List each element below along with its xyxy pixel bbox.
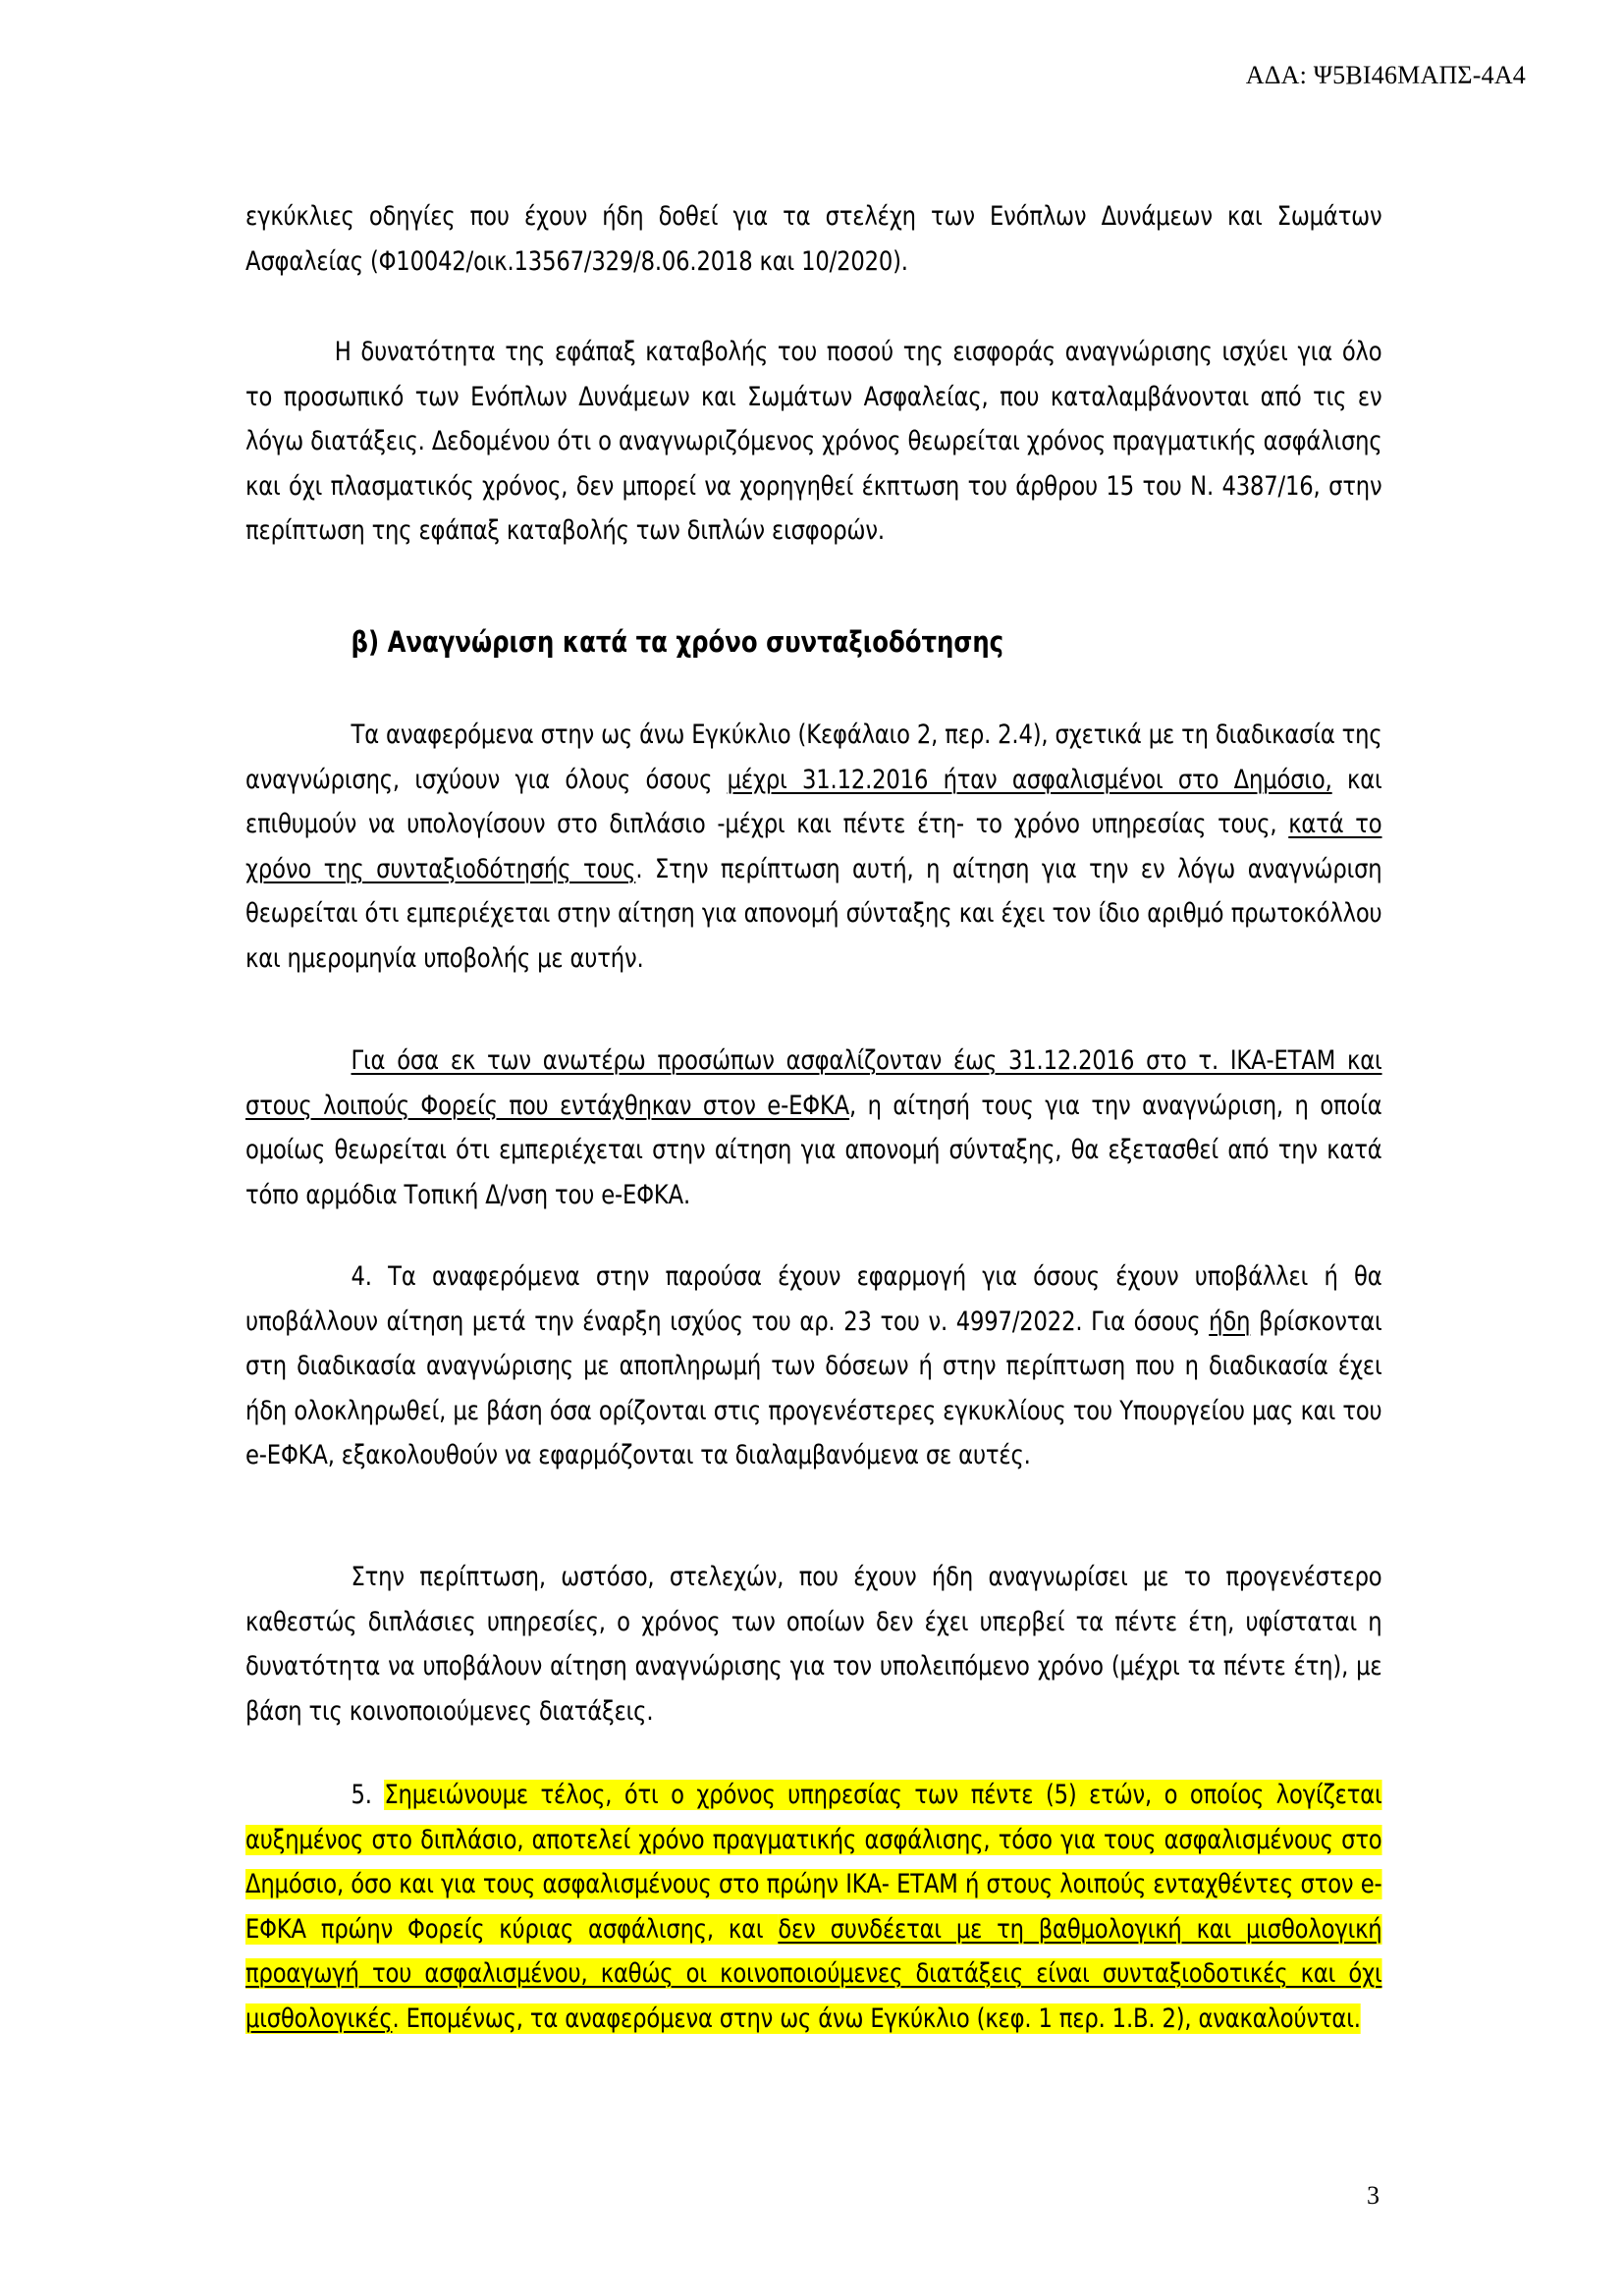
paragraph-text [245,713,1382,982]
underlined-text: Για όσα εκ των ανωτέρω προσώπων ασφαλίζονταν έως 31.12.2016 στο τ. ΙΚΑ-ΕΤΑΜ και στους λοιπούς Φορείς που εντάχθηκαν στον e-ΕΦΚΑ [245,1045,1382,1121]
highlighted-text: Σημειώνουμε τέλος, ότι ο χρόνος υπηρεσίας των πέντε (5) ετών, ο οποίος λογίζεται αυξημένος στο διπλάσιο, αποτελεί χρόνο πραγματικής ασφάλισης, τόσο για τους ασφαλισμένους στο Δημόσιο, όσο και για τους ασφαλισμένους στο πρώην ΙΚΑ- ΕΤΑΜ ή στους λοιπούς ενταχθέντες στον e-ΕΦΚΑ πρώην Φορείς κύριας ασφάλισης, και [245,1780,1382,1945]
underlined-text: μέχρι 31.12.2016 ήταν ασφαλισμένοι στο Δημόσιο, [727,764,1332,795]
section-heading-b [245,622,1382,662]
paragraph-2 [245,330,1382,554]
paragraph-3 [245,713,1382,982]
paragraph-4 [245,1039,1382,1217]
paragraph-6 [245,1555,1382,1734]
highlighted-underlined-text: δεν συνδέεται με τη βαθμολογική και μισθολογική προαγωγή του ασφαλισμένου, καθώς οι κοινοποιούμενες διατάξεις είναι συνταξιοδοτικές και όχι μισθολογικές [245,1913,1382,2034]
text-run: και επιθυμούν να υπολογίσουν στο διπλάσιο -μέχρι και πέντε έτη- το χρόνο υπηρεσίας τους, [245,764,1382,840]
underlined-text: ήδη [1209,1306,1251,1337]
text-run: . Στην περίπτωση αυτή, η αίτηση για την εν λόγω αναγνώριση θεωρείται ότι εμπεριέχεται στην αίτηση για απονομή σύνταξης και έχει τον ίδιο αριθμό πρωτοκόλλου και ημερομηνία υποβολής με αυτήν. [245,853,1382,974]
paragraph-5 [245,1255,1382,1478]
text-run: Τα αναφερόμενα στην ως άνω Εγκύκλιο (Κεφάλαιο 2, περ. 2.4), σχετικά με τη διαδικασία της αναγνώρισης, ισχύουν για όλους όσους [245,720,1382,795]
text-run: βρίσκονται στη διαδικασία αναγνώρισης με αποπληρωμή των δόσεων ή στην περίπτωση που η διαδικασία έχει ήδη ολοκληρωθεί, με βάση όσα ορίζονται στις προγενέστερες εγκυκλίους του Υπουργείου μας και του e-ΕΦΚΑ, εξακολουθούν να εφαρμόζονται τα διαλαμβανόμενα σε αυτές. [245,1306,1382,1471]
text-run: 4. Τα αναφερόμενα στην παρούσα έχουν εφαρμογή για όσους έχουν υποβάλλει ή θα υποβάλλουν αίτηση μετά την έναρξη ισχύος του αρ. 23 του ν. 4997/2022. Για όσους [245,1261,1382,1337]
paragraph-text [245,1039,1382,1217]
paragraph-7-highlighted [245,1773,1382,2042]
paragraph-text [245,1255,1382,1478]
page-number: 3 [1367,2181,1380,2210]
paragraph-text [245,1773,1382,2042]
heading-text: β) Αναγνώριση κατά τα χρόνο συνταξιοδότησης [351,625,1004,659]
paragraph-text: εγκύκλιες οδηγίες που έχουν ήδη δοθεί για τα στελέχη των Ενόπλων Δυνάμεων και Σωμάτων Ασφαλείας (Φ10042/οικ.13567/329/8.06.2018 και 10/2020). [245,201,1382,277]
paragraph-text: Η δυνατότητα της εφάπαξ καταβολής του ποσού της εισφοράς αναγνώρισης ισχύει για όλο το προσωπικό των Ενόπλων Δυνάμεων και Σωμάτων Ασφαλείας, που καταλαμβάνονται από τις εν λόγω διατάξεις. Δεδομένου ότι ο αναγνωριζόμενος χρόνος θεωρείται χρόνος πραγματικής ασφάλισης και όχι πλασματικός χρόνος, δεν μπορεί να χορηγηθεί έκπτωση του άρθρου 15 του Ν. 4387/16, στην περίπτωση της εφάπαξ καταβολής των διπλών εισφορών. [245,337,1382,547]
text-run: 5. [351,1780,385,1810]
ada-code: ΑΔΑ: Ψ5ΒΙ46ΜΑΠΣ-4Α4 [1245,61,1526,89]
underlined-text: κατά το χρόνο της συνταξιοδότησής τους [245,809,1382,884]
highlighted-text: . Επομένως, τα αναφερόμενα στην ως άνω Εγκύκλιο (κεφ. 1 περ. 1.Β. 2), ανακαλούνται. [392,2002,1361,2034]
paragraph-text: Στην περίπτωση, ωστόσο, στελεχών, που έχουν ήδη αναγνωρίσει με το προγενέστερο καθεστώς διπλάσιες υπηρεσίες, ο χρόνος των οποίων δεν έχει υπερβεί τα πέντε έτη, υφίσταται η δυνατότητα να υποβάλουν αίτηση αναγνώρισης για τον υπολειπόμενο χρόνο (μέχρι τα πέντε έτη), με βάση τις κοινοποιούμενες διατάξεις. [245,1562,1382,1727]
text-run: , η αίτησή τους για την αναγνώριση, η οποία ομοίως θεωρείται ότι εμπεριέχεται στην αίτηση για απονομή σύνταξης, θα εξετασθεί από την κατά τόπο αρμόδια Τοπική Δ/νση του e-ΕΦΚΑ. [245,1090,1382,1210]
paragraph-1 [245,194,1382,284]
